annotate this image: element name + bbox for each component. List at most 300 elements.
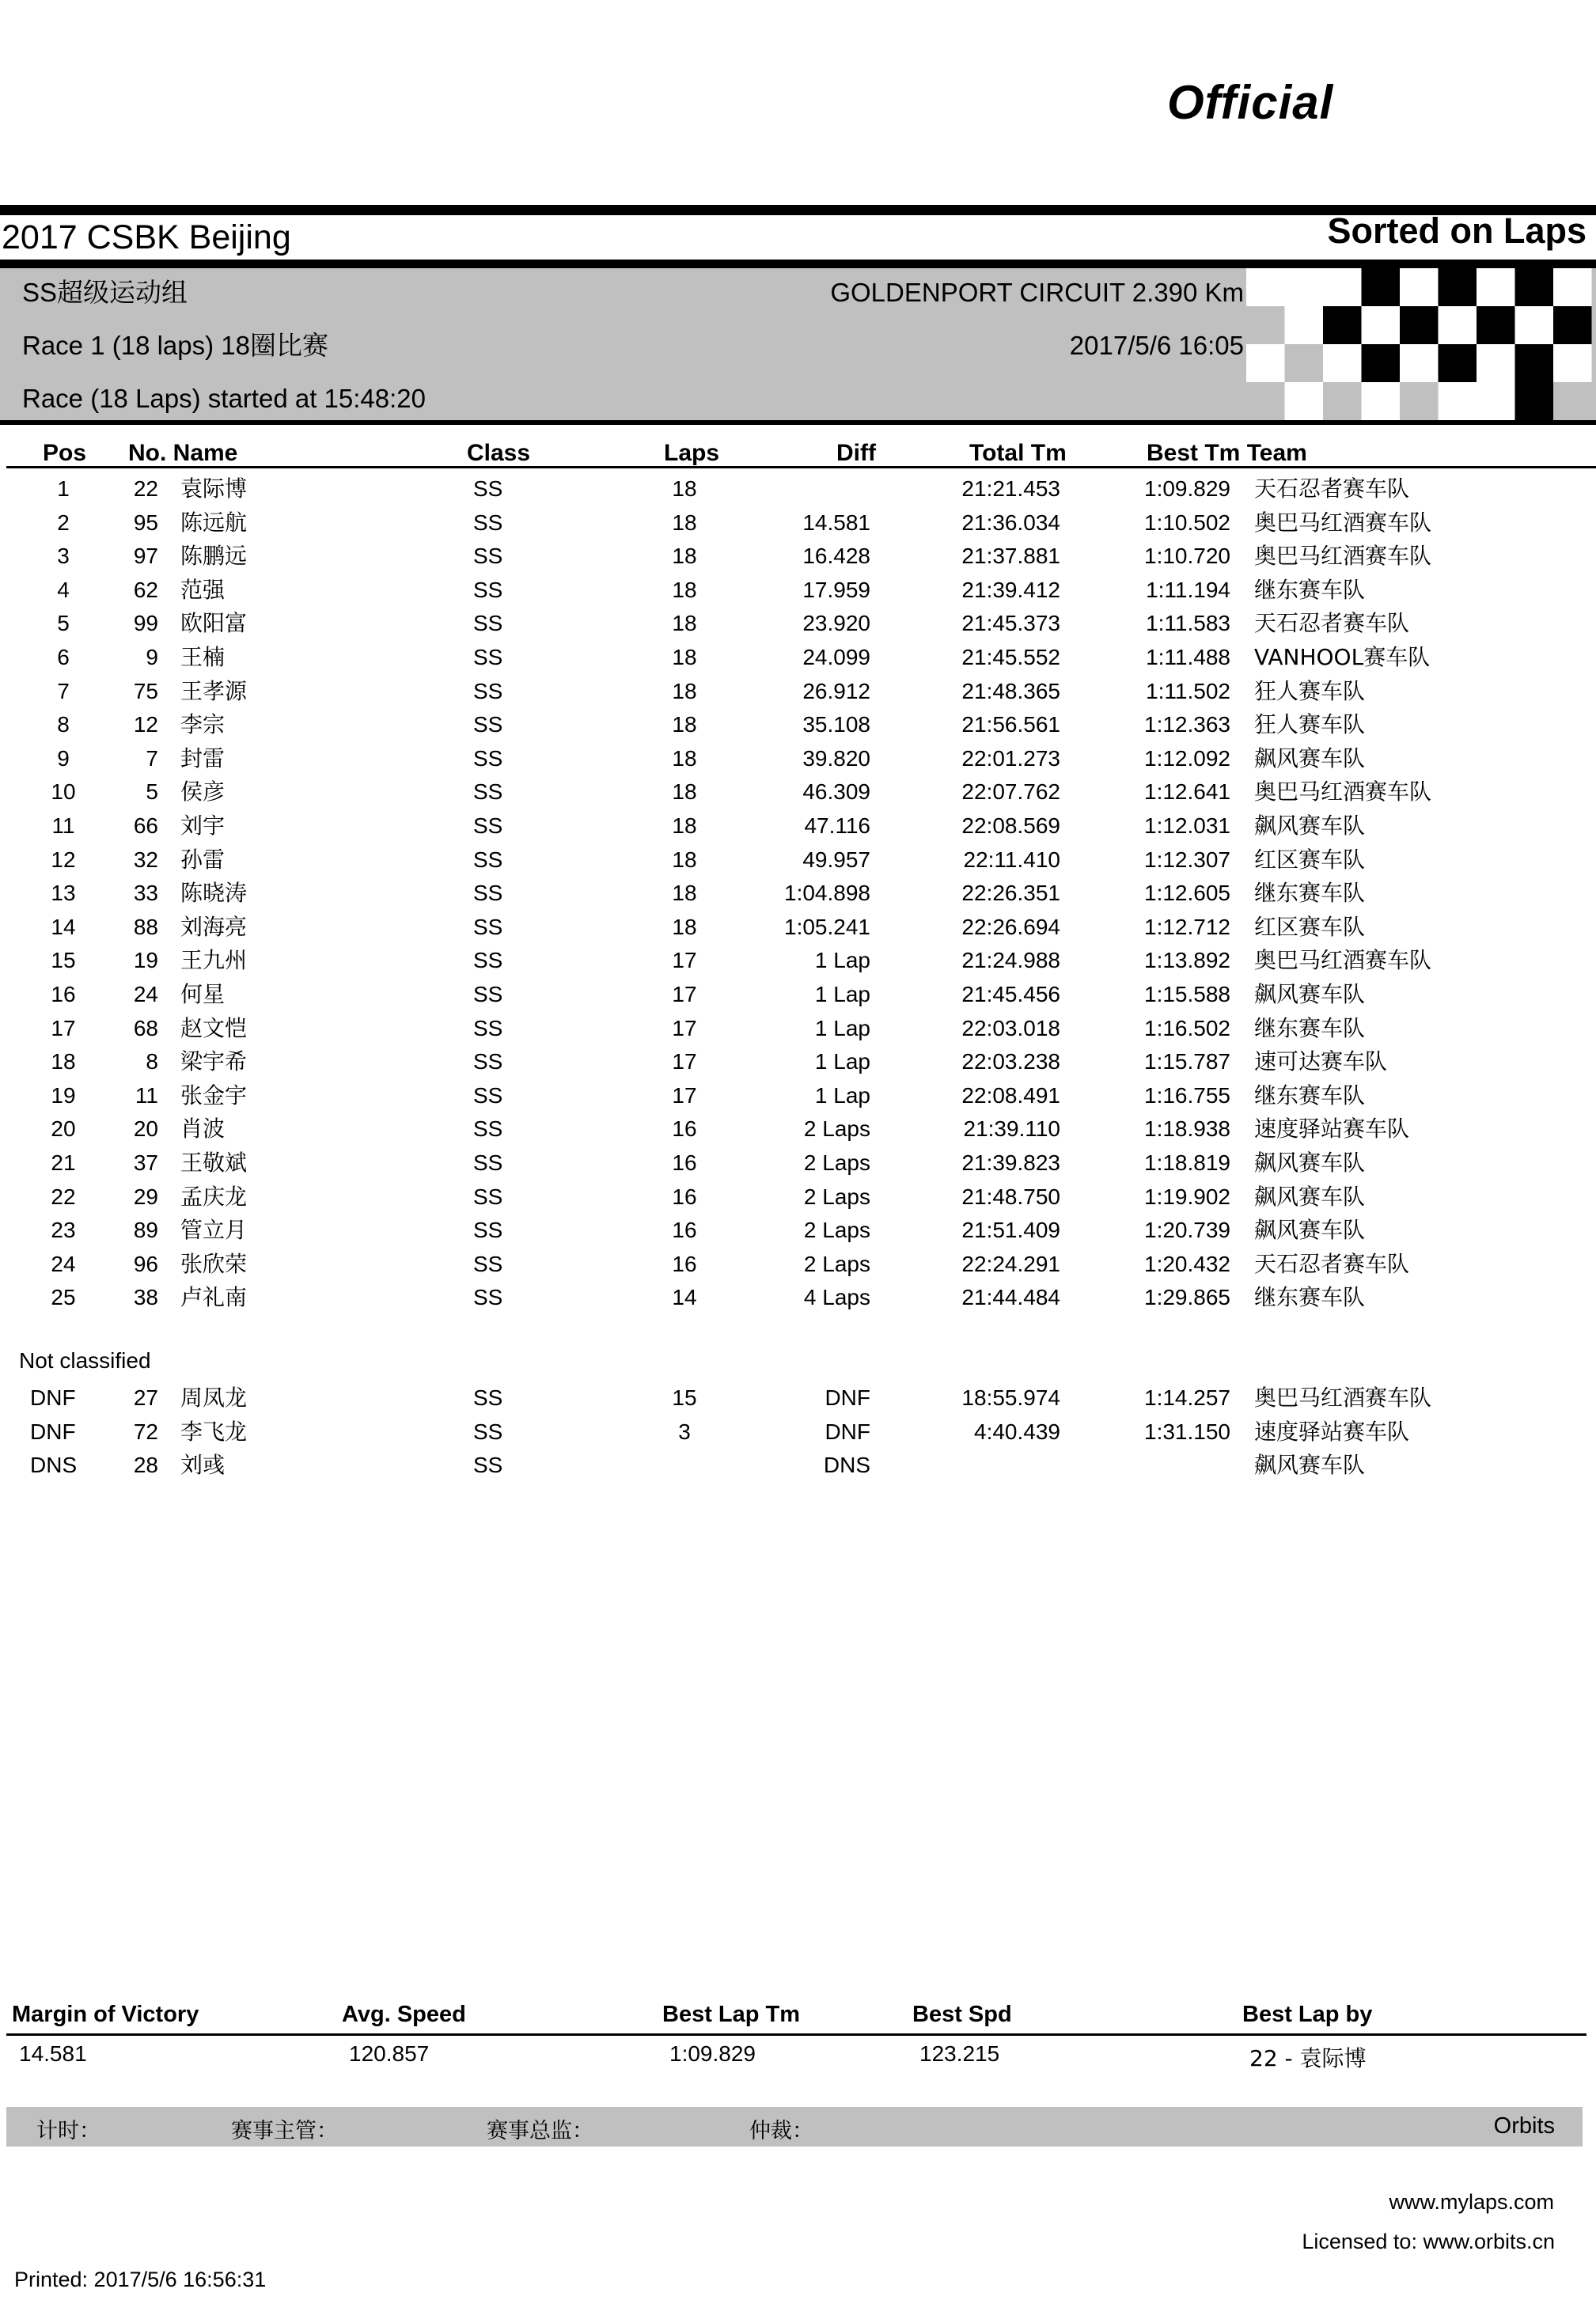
pos-cell: 24 xyxy=(51,1251,76,1276)
pos-cell: 16 xyxy=(51,982,76,1006)
laps-cell: 18 xyxy=(672,813,697,838)
team-cell: 飙风赛车队 xyxy=(1254,745,1366,771)
pos-cell: 9 xyxy=(57,745,70,771)
table-row xyxy=(0,1449,1596,1482)
checkered-flag-icon xyxy=(1246,268,1596,422)
class-cell: SS xyxy=(473,1049,503,1074)
total-time-cell: 21:56.561 xyxy=(961,712,1060,737)
best-time-cell: 1:31.150 xyxy=(1144,1419,1230,1444)
race-start: Race (18 Laps) started at 15:48:20 xyxy=(22,384,426,413)
total-time-cell: 21:39.412 xyxy=(961,577,1060,602)
flag-cell xyxy=(1323,344,1362,382)
class-cell: SS xyxy=(473,914,503,939)
pos-cell: 12 xyxy=(51,847,76,872)
event-title: 2017 CSBK Beijing xyxy=(2,218,291,256)
team-cell: 天石忍者赛车队 xyxy=(1254,476,1410,502)
class-cell: SS xyxy=(473,1285,503,1310)
team-cell: 继东赛车队 xyxy=(1254,576,1366,603)
best-time-cell: 1:18.819 xyxy=(1144,1150,1230,1175)
total-time-cell: 22:01.273 xyxy=(961,745,1060,771)
avg-speed-label: Avg. Speed xyxy=(342,2002,466,2027)
rider-name-cell: 范强 xyxy=(180,576,226,603)
diff-cell: DNF xyxy=(825,1385,870,1410)
team-cell: 继东赛车队 xyxy=(1254,1082,1366,1108)
number-cell: 99 xyxy=(133,611,158,636)
laps-cell: 16 xyxy=(672,1218,697,1243)
total-time-cell: 21:37.881 xyxy=(961,544,1060,569)
table-row xyxy=(0,1281,1596,1314)
flag-cell xyxy=(1246,344,1285,382)
pos-cell: 22 xyxy=(51,1184,76,1209)
number-cell: 19 xyxy=(133,948,158,973)
col-header-class: Class xyxy=(467,440,531,466)
pos-cell: 14 xyxy=(51,914,76,939)
pos-cell: 5 xyxy=(57,611,70,636)
rider-name-cell: 陈晓涛 xyxy=(180,880,248,907)
table-row xyxy=(0,775,1596,809)
pos-cell: 2 xyxy=(57,510,70,535)
table-row xyxy=(0,843,1596,877)
table-row xyxy=(0,1045,1596,1078)
pos-cell: 21 xyxy=(51,1150,76,1175)
class-cell: SS xyxy=(473,577,503,602)
number-cell: 95 xyxy=(133,510,158,535)
total-time-cell: 22:26.351 xyxy=(961,881,1060,906)
diff-cell: DNF xyxy=(825,1419,870,1444)
flag-cell xyxy=(1285,382,1324,420)
col-header-laps: Laps xyxy=(664,440,720,466)
flag-cell xyxy=(1323,306,1362,344)
diff-cell: 1 Lap xyxy=(814,948,870,973)
total-time-cell: 21:36.034 xyxy=(961,510,1060,535)
total-time-cell: 21:39.110 xyxy=(963,1116,1060,1142)
licensed-to: Licensed to: www.orbits.cn xyxy=(1302,2230,1555,2253)
flag-cell xyxy=(1477,268,1515,306)
team-cell: 继东赛车队 xyxy=(1254,1014,1366,1041)
class-cell: SS xyxy=(473,1116,503,1142)
flag-cell xyxy=(1515,268,1554,306)
table-row xyxy=(0,1079,1596,1112)
flag-cell xyxy=(1285,306,1324,344)
best-time-cell: 1:20.739 xyxy=(1144,1218,1230,1243)
best-time-cell: 1:13.892 xyxy=(1144,948,1230,973)
pos-cell: 15 xyxy=(51,948,76,973)
flag-cell xyxy=(1362,268,1401,306)
total-time-cell: 22:24.291 xyxy=(961,1251,1060,1276)
rider-name-cell: 周凤龙 xyxy=(180,1385,248,1411)
table-row xyxy=(0,944,1596,977)
team-cell: 飙风赛车队 xyxy=(1254,1452,1366,1479)
pos-cell: 17 xyxy=(51,1015,76,1040)
total-time-cell: 18:55.974 xyxy=(961,1385,1060,1410)
diff-cell: 24.099 xyxy=(802,645,870,669)
pos-cell: 8 xyxy=(57,712,70,737)
rider-name-cell: 李宗 xyxy=(180,711,226,738)
laps-cell: 18 xyxy=(672,881,697,906)
best-speed-value: 123.215 xyxy=(919,2041,1000,2066)
number-cell: 97 xyxy=(133,544,158,569)
laps-cell: 18 xyxy=(672,678,697,703)
table-row xyxy=(0,607,1596,640)
table-row xyxy=(0,641,1596,674)
class-cell: SS xyxy=(473,510,503,535)
laps-cell: 3 xyxy=(678,1419,691,1444)
total-time-cell: 4:40.439 xyxy=(974,1419,1060,1444)
team-cell: 速度驿站赛车队 xyxy=(1254,1418,1410,1445)
flag-cell xyxy=(1439,344,1477,382)
best-lap-by-label: Best Lap by xyxy=(1242,2002,1373,2027)
rider-name-cell: 赵文恺 xyxy=(180,1014,248,1041)
margin-value: 14.581 xyxy=(19,2041,87,2066)
laps-cell: 18 xyxy=(672,577,697,602)
col-header-best-team: Best Tm Team xyxy=(1147,440,1307,466)
col-header-no-name: No. Name xyxy=(128,440,238,466)
class-cell: SS xyxy=(473,544,503,569)
best-time-cell: 1:11.488 xyxy=(1146,645,1230,669)
orbits-label: Orbits xyxy=(1493,2113,1555,2139)
team-cell: 奥巴马红酒赛车队 xyxy=(1254,1385,1432,1411)
laps-cell: 17 xyxy=(672,1082,697,1108)
diff-cell: 47.116 xyxy=(804,813,870,838)
table-row xyxy=(0,1415,1596,1449)
rider-name-cell: 李飞龙 xyxy=(180,1418,248,1445)
pos-cell: 6 xyxy=(57,645,70,669)
sig-supervisor: 赛事总监： xyxy=(487,2119,593,2143)
rider-name-cell: 何星 xyxy=(180,981,226,1007)
total-time-cell: 22:03.238 xyxy=(961,1049,1060,1074)
sig-director: 赛事主管： xyxy=(231,2119,338,2143)
class-cell: SS xyxy=(473,948,503,973)
total-time-cell: 21:45.456 xyxy=(961,982,1060,1006)
laps-cell: 17 xyxy=(672,982,697,1006)
class-cell: SS xyxy=(473,1419,503,1444)
rider-name-cell: 张欣荣 xyxy=(180,1250,248,1277)
class-cell: SS xyxy=(473,1082,503,1108)
table-row xyxy=(0,708,1596,741)
number-cell: 72 xyxy=(133,1419,158,1444)
total-time-cell: 22:11.410 xyxy=(963,847,1060,872)
diff-cell: 1 Lap xyxy=(814,1015,870,1040)
class-cell: SS xyxy=(473,611,503,636)
best-time-cell: 1:16.502 xyxy=(1144,1015,1230,1040)
team-cell: 狂人赛车队 xyxy=(1254,711,1366,738)
rider-name-cell: 孙雷 xyxy=(180,846,226,873)
class-cell: SS xyxy=(473,645,503,669)
number-cell: 8 xyxy=(146,1049,158,1074)
team-cell: 红区赛车队 xyxy=(1254,913,1366,940)
number-cell: 62 xyxy=(133,577,158,602)
best-time-cell: 1:29.865 xyxy=(1144,1285,1230,1310)
class-cell: SS xyxy=(473,1251,503,1276)
flag-cell xyxy=(1515,306,1554,344)
best-time-cell: 1:11.583 xyxy=(1146,611,1230,636)
laps-cell: 18 xyxy=(672,645,697,669)
pos-cell: 23 xyxy=(51,1218,76,1243)
number-cell: 24 xyxy=(133,982,158,1006)
pos-cell: DNS xyxy=(30,1453,78,1478)
table-row xyxy=(0,1381,1596,1415)
pos-cell: 13 xyxy=(51,881,76,906)
team-cell: 天石忍者赛车队 xyxy=(1254,1250,1410,1277)
class-cell: SS xyxy=(473,1453,503,1478)
flag-cell xyxy=(1477,306,1515,344)
class-cell: SS xyxy=(473,847,503,872)
best-time-cell: 1:09.829 xyxy=(1144,476,1230,501)
laps-cell: 17 xyxy=(672,948,697,973)
best-time-cell: 1:12.605 xyxy=(1144,881,1230,906)
pos-cell: DNF xyxy=(30,1419,76,1444)
sig-arbiter: 仲裁： xyxy=(749,2119,813,2143)
flag-cell xyxy=(1439,306,1477,344)
official-label: Official xyxy=(1167,76,1334,129)
class-cell: SS xyxy=(473,745,503,771)
team-cell: 红区赛车队 xyxy=(1254,846,1366,873)
diff-cell: 26.912 xyxy=(802,678,870,703)
number-cell: 38 xyxy=(133,1285,158,1310)
total-time-cell: 21:21.453 xyxy=(961,476,1060,501)
diff-cell: 2 Laps xyxy=(803,1150,870,1175)
col-header-diff: Diff xyxy=(836,440,876,466)
team-cell: 继东赛车队 xyxy=(1254,880,1366,907)
pos-cell: 1 xyxy=(57,476,70,501)
total-time-cell: 22:03.018 xyxy=(961,1015,1060,1040)
printed-timestamp: Printed: 2017/5/6 16:56:31 xyxy=(14,2268,267,2291)
table-row xyxy=(0,1012,1596,1045)
total-time-cell: 21:45.552 xyxy=(961,645,1060,669)
info-rule xyxy=(0,420,1596,425)
best-time-cell: 1:16.755 xyxy=(1144,1082,1230,1108)
class-cell: SS xyxy=(473,813,503,838)
rider-name-cell: 刘彧 xyxy=(180,1452,226,1479)
number-cell: 20 xyxy=(133,1116,158,1142)
class-cell: SS xyxy=(473,712,503,737)
number-cell: 27 xyxy=(133,1385,158,1410)
col-header-pos: Pos xyxy=(43,440,87,466)
rider-name-cell: 刘宇 xyxy=(180,813,226,839)
rider-name-cell: 王敬斌 xyxy=(180,1150,248,1176)
best-time-cell: 1:12.092 xyxy=(1144,745,1230,771)
table-row xyxy=(0,1214,1596,1247)
laps-cell: 18 xyxy=(672,914,697,939)
diff-cell: 17.959 xyxy=(802,577,870,602)
flag-cell xyxy=(1477,382,1515,420)
class-cell: SS xyxy=(473,881,503,906)
laps-cell: 15 xyxy=(672,1385,697,1410)
pos-cell: 7 xyxy=(57,678,70,703)
avg-speed-value: 120.857 xyxy=(349,2041,430,2066)
table-row xyxy=(0,809,1596,843)
race-date: 2017/5/6 16:05 xyxy=(1069,331,1244,360)
diff-cell: 23.920 xyxy=(802,611,870,636)
laps-cell: 18 xyxy=(672,476,697,501)
best-time-cell: 1:12.641 xyxy=(1144,779,1230,805)
total-time-cell: 21:45.373 xyxy=(961,611,1060,636)
best-time-cell: 1:12.712 xyxy=(1144,914,1230,939)
team-cell: 奥巴马红酒赛车队 xyxy=(1254,779,1432,805)
flag-cell xyxy=(1477,344,1515,382)
table-row xyxy=(0,1248,1596,1281)
diff-cell: 35.108 xyxy=(802,712,870,737)
team-cell: 狂人赛车队 xyxy=(1254,677,1366,704)
website-link[interactable]: www.mylaps.com xyxy=(1389,2190,1554,2214)
diff-cell: 16.428 xyxy=(802,544,870,569)
diff-cell: 1:05.241 xyxy=(784,914,870,939)
laps-cell: 14 xyxy=(672,1285,697,1310)
best-time-cell: 1:18.938 xyxy=(1144,1116,1230,1142)
table-row xyxy=(0,472,1596,506)
best-time-cell: 1:12.363 xyxy=(1144,712,1230,737)
total-time-cell: 21:51.409 xyxy=(961,1218,1060,1243)
class-cell: SS xyxy=(473,982,503,1006)
margin-label: Margin of Victory xyxy=(12,2002,199,2027)
laps-cell: 16 xyxy=(672,1184,697,1209)
table-row xyxy=(0,675,1596,708)
best-time-cell: 1:15.588 xyxy=(1144,982,1230,1006)
sort-label: Sorted on Laps xyxy=(1327,210,1587,251)
flag-cell xyxy=(1515,344,1554,382)
laps-cell: 18 xyxy=(672,712,697,737)
best-time-cell: 1:14.257 xyxy=(1144,1385,1230,1410)
diff-cell: 2 Laps xyxy=(803,1251,870,1276)
total-time-cell: 21:39.823 xyxy=(961,1150,1060,1175)
table-row xyxy=(0,574,1596,607)
class-cell: SS xyxy=(473,1218,503,1243)
diff-cell: 1 Lap xyxy=(814,1082,870,1108)
rider-name-cell: 卢礼南 xyxy=(180,1284,248,1311)
col-header-total: Total Tm xyxy=(969,440,1067,466)
best-time-cell: 1:12.307 xyxy=(1144,847,1230,872)
rider-name-cell: 梁宇希 xyxy=(180,1048,248,1075)
total-time-cell: 22:07.762 xyxy=(961,779,1060,805)
pos-cell: 25 xyxy=(51,1285,76,1310)
number-cell: 75 xyxy=(133,678,158,703)
flag-cell xyxy=(1439,382,1477,420)
table-row xyxy=(0,506,1596,540)
rider-name-cell: 侯彦 xyxy=(180,779,226,805)
number-cell: 32 xyxy=(133,847,158,872)
pos-cell: 11 xyxy=(51,813,75,838)
table-row xyxy=(0,877,1596,910)
diff-cell: 2 Laps xyxy=(803,1116,870,1142)
team-cell: 奥巴马红酒赛车队 xyxy=(1254,543,1432,570)
number-cell: 89 xyxy=(133,1218,158,1243)
best-lap-value: 1:09.829 xyxy=(669,2041,756,2066)
number-cell: 22 xyxy=(133,476,158,501)
best-time-cell: 1:10.720 xyxy=(1144,544,1230,569)
diff-cell: 2 Laps xyxy=(803,1218,870,1243)
race-name: Race 1 (18 laps) 18圈比赛 xyxy=(22,331,328,360)
table-row xyxy=(0,1180,1596,1214)
pos-cell: 3 xyxy=(57,544,70,569)
best-time-cell: 1:20.432 xyxy=(1144,1251,1230,1276)
number-cell: 33 xyxy=(133,881,158,906)
team-cell: 速度驿站赛车队 xyxy=(1254,1116,1410,1143)
best-time-cell: 1:19.902 xyxy=(1144,1184,1230,1209)
flag-cell xyxy=(1323,268,1362,306)
rider-name-cell: 欧阳富 xyxy=(180,610,248,637)
team-cell: 飙风赛车队 xyxy=(1254,1150,1366,1176)
number-cell: 66 xyxy=(133,813,158,838)
team-cell: 速可达赛车队 xyxy=(1254,1048,1388,1075)
rider-name-cell: 王楠 xyxy=(180,644,226,670)
flag-cell xyxy=(1400,344,1439,382)
flag-cell xyxy=(1553,344,1592,382)
team-cell: 奥巴马红酒赛车队 xyxy=(1254,509,1432,536)
flag-cell xyxy=(1362,382,1401,420)
number-cell: 12 xyxy=(133,712,158,737)
table-row xyxy=(0,540,1596,573)
diff-cell: 2 Laps xyxy=(803,1184,870,1209)
flag-cell xyxy=(1362,344,1401,382)
laps-cell: 18 xyxy=(672,611,697,636)
rider-name-cell: 王九州 xyxy=(180,947,248,974)
diff-cell: 1 Lap xyxy=(814,1049,870,1074)
total-time-cell: 22:08.569 xyxy=(961,813,1060,838)
laps-cell: 18 xyxy=(672,745,697,771)
table-row xyxy=(0,1112,1596,1146)
column-header-rule xyxy=(6,466,1596,468)
class-cell: SS xyxy=(473,1184,503,1209)
number-cell: 96 xyxy=(133,1251,158,1276)
class-name: SS超级运动组 xyxy=(22,278,188,307)
pos-cell: 20 xyxy=(51,1116,76,1142)
team-cell: 飙风赛车队 xyxy=(1254,1217,1366,1244)
number-cell: 28 xyxy=(133,1453,158,1478)
table-row xyxy=(0,911,1596,944)
best-time-cell: 1:15.787 xyxy=(1144,1049,1230,1074)
laps-cell: 18 xyxy=(672,510,697,535)
team-cell: 继东赛车队 xyxy=(1254,1284,1366,1311)
pos-cell: DNF xyxy=(30,1385,76,1410)
laps-cell: 18 xyxy=(672,544,697,569)
team-cell: 飙风赛车队 xyxy=(1254,981,1366,1007)
diff-cell: DNS xyxy=(823,1453,870,1478)
rider-name-cell: 刘海亮 xyxy=(180,913,248,940)
diff-cell: 39.820 xyxy=(802,745,870,771)
number-cell: 88 xyxy=(133,914,158,939)
diff-cell: 49.957 xyxy=(802,847,870,872)
rider-name-cell: 肖波 xyxy=(180,1116,226,1143)
number-cell: 29 xyxy=(133,1184,158,1209)
total-time-cell: 22:26.694 xyxy=(961,914,1060,939)
header-rule xyxy=(0,260,1596,268)
team-cell: 飙风赛车队 xyxy=(1254,813,1366,839)
best-time-cell: 1:12.031 xyxy=(1144,813,1230,838)
diff-cell: 46.309 xyxy=(802,779,870,805)
rider-name-cell: 陈鹏远 xyxy=(180,543,248,570)
not-classified-label: Not classified xyxy=(19,1348,151,1373)
pos-cell: 19 xyxy=(51,1082,76,1108)
flag-cell xyxy=(1400,306,1439,344)
number-cell: 7 xyxy=(146,745,158,771)
number-cell: 9 xyxy=(146,645,158,669)
rider-name-cell: 陈远航 xyxy=(180,509,248,536)
laps-cell: 17 xyxy=(672,1015,697,1040)
team-cell: 飙风赛车队 xyxy=(1254,1183,1366,1210)
best-time-cell: 1:11.194 xyxy=(1146,577,1230,602)
rider-name-cell: 张金宇 xyxy=(180,1082,248,1108)
total-time-cell: 21:48.750 xyxy=(961,1184,1060,1209)
flag-cell xyxy=(1246,268,1285,306)
diff-cell: 1:04.898 xyxy=(784,881,870,906)
flag-cell xyxy=(1439,268,1477,306)
team-cell: 奥巴马红酒赛车队 xyxy=(1254,947,1432,974)
table-row xyxy=(0,742,1596,775)
class-cell: SS xyxy=(473,476,503,501)
laps-cell: 16 xyxy=(672,1116,697,1142)
diff-cell: 1 Lap xyxy=(814,982,870,1006)
flag-cell xyxy=(1362,306,1401,344)
